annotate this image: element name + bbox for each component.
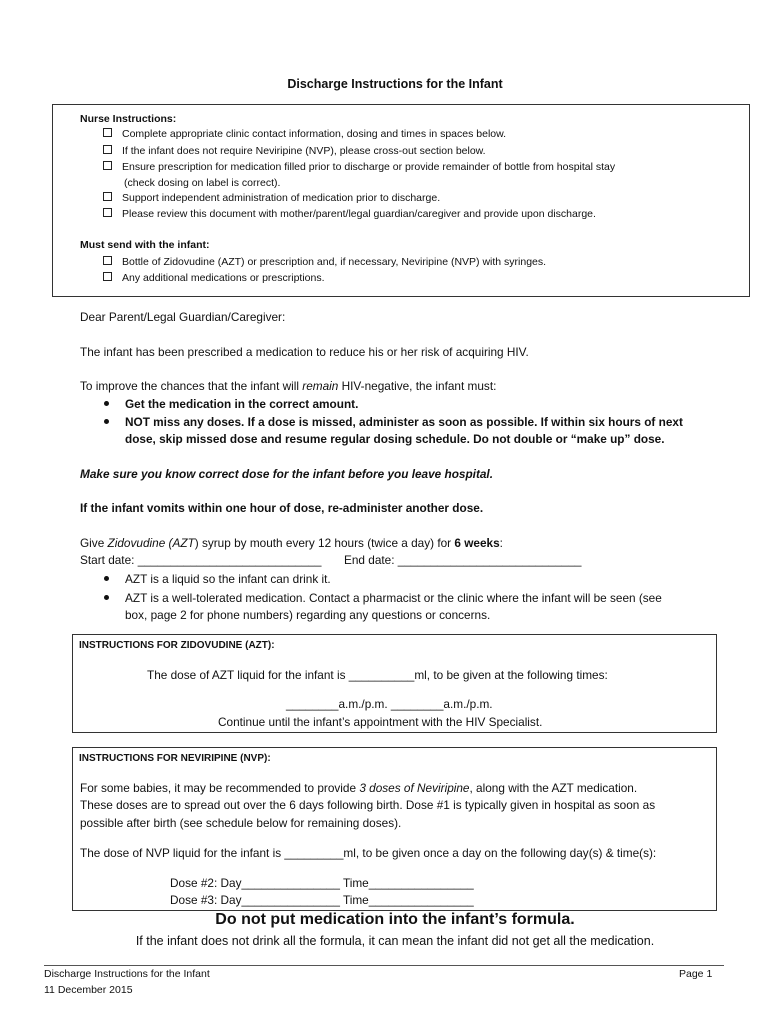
checkbox[interactable]: [103, 161, 112, 170]
must-item: Get the medication in the correct amount.: [104, 397, 358, 411]
nvp-paragraph: These doses are to spread out over the 6 days following birth. Dose #1 is typically given in hospital as soon as: [80, 798, 656, 812]
checkbox[interactable]: [103, 272, 112, 281]
azt-bullet-cont: box, page 2 for phone numbers) regarding any questions or concerns.: [125, 608, 491, 622]
footer-doc-title: Discharge Instructions for the Infant: [44, 968, 210, 980]
checkbox[interactable]: [103, 128, 112, 137]
formula-warning: Do not put medication into the infant’s formula.: [215, 911, 575, 928]
nurse-item: Please review this document with mother/parent/legal guardian/caregiver and provide upon discharge.: [103, 208, 596, 220]
nvp-paragraph: For some babies, it may be recommended to provide 3 doses of Neviripine, along with the AZT medication.: [80, 781, 638, 795]
end-date-field[interactable]: End date: ____________________________: [344, 553, 582, 567]
bullet-icon: [104, 576, 109, 581]
nvp-dose3-field[interactable]: Dose #3: Day_______________ Time________________: [170, 893, 474, 907]
nurse-item: Support independent administration of medication prior to discharge.: [103, 192, 440, 204]
start-date-field[interactable]: Start date: ____________________________: [80, 553, 322, 567]
footer-divider: [44, 965, 724, 966]
page-title: Discharge Instructions for the Infant: [287, 77, 503, 91]
azt-bullet: AZT is a liquid so the infant can drink it.: [104, 572, 331, 586]
nvp-box-heading: INSTRUCTIONS FOR NEVIRIPINE (NVP):: [79, 753, 271, 764]
checkbox[interactable]: [103, 208, 112, 217]
send-item: Any additional medications or prescriptions.: [103, 272, 325, 284]
vomit-text: If the infant vomits within one hour of dose, re-administer another dose.: [80, 501, 484, 515]
intro-text: The infant has been prescribed a medication to reduce his or her risk of acquiring HIV.: [80, 345, 529, 359]
nurse-item-cont: (check dosing on label is correct).: [124, 177, 281, 189]
nvp-dose2-field[interactable]: Dose #2: Day_______________ Time________________: [170, 876, 474, 890]
azt-box-heading: INSTRUCTIONS FOR ZIDOVUDINE (AZT):: [79, 640, 275, 651]
footer-date: 11 December 2015: [44, 984, 133, 996]
bullet-icon: [104, 419, 109, 424]
improve-text: To improve the chances that the infant will remain HIV-negative, the infant must:: [80, 379, 497, 393]
send-item: Bottle of Zidovudine (AZT) or prescription and, if necessary, Neviripine (NVP) with syringes.: [103, 256, 546, 268]
formula-warning-sub: If the infant does not drink all the formula, it can mean the infant did not get all the medication.: [135, 934, 655, 948]
make-sure-text: Make sure you know correct dose for the infant before you leave hospital.: [80, 467, 493, 481]
azt-bullet: AZT is a well-tolerated medication. Contact a pharmacist or the clinic where the infant will be seen (see: [104, 591, 662, 605]
checkbox[interactable]: [103, 256, 112, 265]
nvp-dose-field[interactable]: The dose of NVP liquid for the infant is _________ml, to be given once a day on the following day(s) & time(s):: [80, 846, 657, 860]
azt-continue-text: Continue until the infant’s appointment with the HIV Specialist.: [218, 715, 543, 729]
azt-dose-field[interactable]: The dose of AZT liquid for the infant is __________ml, to be given at the following times:: [147, 668, 608, 682]
nurse-item: If the infant does not require Neviripine (NVP), please cross-out section below.: [103, 145, 486, 157]
nvp-paragraph: possible after birth (see schedule below for remaining doses).: [80, 816, 402, 830]
bullet-icon: [104, 595, 109, 600]
bullet-icon: [104, 401, 109, 406]
checkbox[interactable]: [103, 192, 112, 201]
salutation: Dear Parent/Legal Guardian/Caregiver:: [80, 310, 286, 324]
send-heading: Must send with the infant:: [80, 239, 210, 251]
azt-times-field[interactable]: ________a.m./p.m. ________a.m./p.m.: [286, 697, 493, 711]
azt-give-text: Give Zidovudine (AZT) syrup by mouth every 12 hours (twice a day) for 6 weeks:: [80, 536, 503, 550]
nurse-item: Complete appropriate clinic contact information, dosing and times in spaces below.: [103, 128, 506, 140]
checkbox[interactable]: [103, 145, 112, 154]
footer-page-number: Page 1: [679, 968, 713, 980]
must-item: NOT miss any doses. If a dose is missed, administer as soon as possible. If within six hours of next: [104, 415, 683, 429]
nurse-heading: Nurse Instructions:: [80, 113, 177, 125]
nurse-item: Ensure prescription for medication filled prior to discharge or provide remainder of bottle from hospital stay: [103, 161, 615, 173]
must-item-cont: dose, skip missed dose and resume regular dosing schedule. Do not double or “make up” dose.: [125, 432, 665, 446]
